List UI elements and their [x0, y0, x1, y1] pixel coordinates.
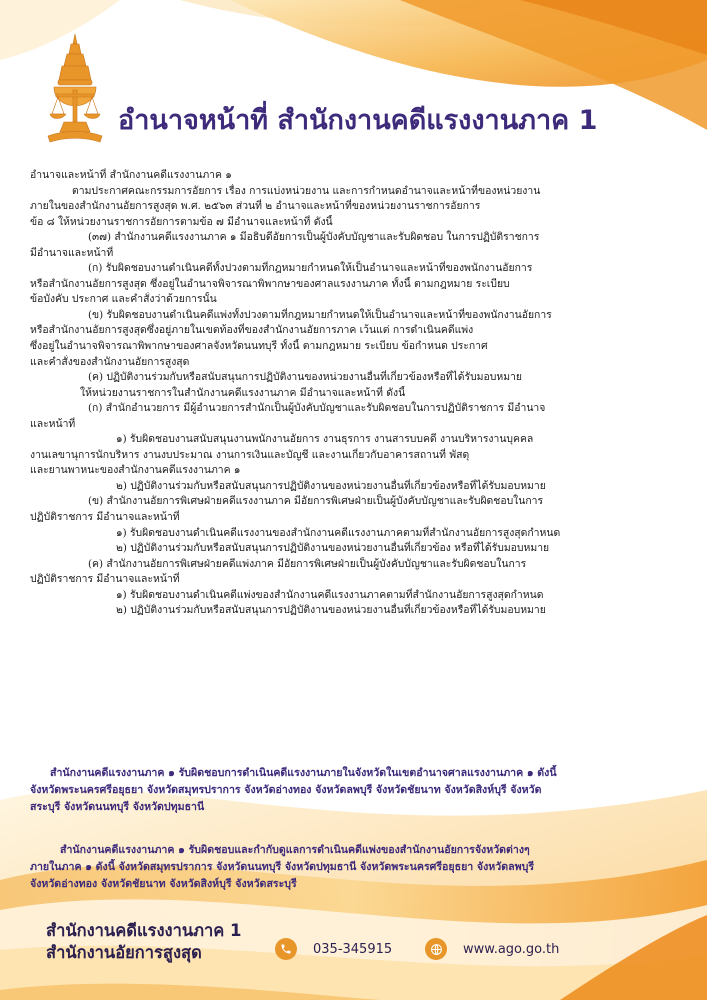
summary-line: สำนักงานคดีแรงงานภาค ๑ รับผิดชอบการดำเนินคดีแรงงานภายในจังหวัดในเขตอำนาจศาลแรงงานภาค ๑ ดังนี้ — [50, 767, 557, 779]
body-line: (ค) สำนักงานอัยการพิเศษฝ่ายคดีแพ่งภาค มีอัยการพิเศษฝ่ายเป็นผู้บังคับบัญชาและรับผิดชอบในการ — [88, 557, 527, 570]
body-line: และคำสั่งของสำนักงานอัยการสูงสุด — [30, 355, 190, 368]
phone-icon — [275, 938, 297, 960]
body-line: (๓๗) สำนักงานคดีแรงงานภาค ๑ มีอธิบดีอัยการเป็นผู้บังคับบัญชาและรับผิดชอบ ในการปฏิบัติราชการ — [88, 231, 540, 244]
office-name — [46, 920, 242, 964]
summary-line: จังหวัดพระนครศรีอยุธยา จังหวัดสมุทรปราการ จังหวัดอ่างทอง จังหวัดลพบุรี จังหวัดชัยนาท จังหวัดสิงห์บุรี จังหวัด — [30, 784, 542, 796]
globe-icon — [425, 938, 447, 960]
body-line: ๒) ปฏิบัติงานร่วมกับหรือสนับสนุนการปฏิบัติงานของหน่วยงานอื่นที่เกี่ยวข้องหรือที่ได้รับมอบหมาย — [116, 479, 546, 492]
body-line: ๒) ปฏิบัติงานร่วมกับหรือสนับสนุนการปฏิบัติงานของหน่วยงานอื่นที่เกี่ยวข้องหรือที่ได้รับมอบหมาย — [116, 604, 546, 617]
summary-line: สระบุรี จังหวัดนนทบุรี จังหวัดปทุมธานี — [30, 801, 205, 813]
website-url: www.ago.go.th — [463, 941, 560, 957]
summary-line: ภายในภาค ๑ ดังนี้ จังหวัดสมุทรปราการ จังหวัดนนทบุรี จังหวัดปทุมธานี จังหวัดพระนครศรีอยุธยา จังหวัดลพบุรี — [30, 861, 535, 873]
body-line: ๒) ปฏิบัติงานร่วมกับหรือสนับสนุนการปฏิบัติงานของหน่วยงานอื่นที่เกี่ยวข้อง หรือที่ได้รับมอบหมาย — [116, 542, 550, 555]
body-line: (ข) รับผิดชอบงานดำเนินคดีแพ่งทั้งปวงตามที่กฎหมายกำหนดให้เป็นอำนาจและหน้าที่ของพนักงานอัยการ — [88, 308, 552, 321]
body-line: (ข) สำนักงานอัยการพิเศษฝ่ายคดีแรงงานภาค มีอัยการพิเศษฝ่ายเป็นผู้บังคับบัญชาและรับผิดชอบในการ — [88, 495, 544, 508]
phone-number: 035-345915 — [313, 941, 393, 957]
body-line: งานเลขานุการนักบริหาร งานงบประมาณ งานการเงินและบัญชี และงานเกี่ยวกับอาคารสถานที่ พัสดุ — [30, 448, 470, 461]
labor-jurisdiction-summary — [30, 765, 680, 816]
body-line: (ก) รับผิดชอบงานดำเนินคดีทั้งปวงตามที่กฎหมายกำหนดให้เป็นอำนาจและหน้าที่ของพนักงานอัยการ — [88, 262, 533, 275]
body-line: ๑) รับผิดชอบงานดำเนินคดีแพ่งของสำนักงานคดีแรงงานภาคตามที่สำนักงานอัยการสูงสุดกำหนด — [116, 588, 544, 601]
body-line: ข้อบังคับ ประกาศ และคำสั่งว่าด้วยการนั้น — [30, 293, 217, 306]
agency-emblem-icon — [44, 32, 106, 152]
body-line: หรือสำนักงานอัยการสูงสุด ซึ่งอยู่ในอำนาจพิจารณาพิพากษาของศาลแรงงานภาค ทั้งนี้ ตามกฎหมาย ระเบียบ — [30, 277, 510, 290]
office-name-line2: สำนักงานอัยการสูงสุด — [46, 943, 202, 962]
summary-line: จังหวัดอ่างทอง จังหวัดชัยนาท จังหวัดสิงห์บุรี จังหวัดสระบุรี — [30, 878, 297, 890]
body-line: และหน้าที่ — [30, 417, 76, 430]
body-line: ๑) รับผิดชอบงานสนับสนุนงานพนักงานอัยการ งานธุรการ งานสารบบคดี งานบริหารงานบุคคล — [116, 433, 534, 446]
body-line: ปฏิบัติราชการ มีอำนาจและหน้าที่ — [30, 573, 180, 586]
body-line: ปฏิบัติราชการ มีอำนาจและหน้าที่ — [30, 511, 180, 524]
body-line: และยานพาหนะของสำนักงานคดีแรงงานภาค ๑ — [30, 464, 241, 477]
body-line: ๑) รับผิดชอบงานดำเนินคดีแรงงานของสำนักงานคดีแรงงานภาคตามที่สำนักงานอัยการสูงสุดกำหนด — [116, 526, 561, 539]
body-line: (ค) ปฏิบัติงานร่วมกับหรือสนับสนุนการปฏิบัติงานของหน่วยงานอื่นที่เกี่ยวข้องหรือที่ได้รับมอบหมาย — [88, 371, 522, 384]
website-link[interactable] — [425, 938, 559, 960]
body-line: ให้หน่วยงานราชการในสำนักงานคดีแรงงานภาค มีอำนาจและหน้าที่ ดังนี้ — [80, 386, 406, 399]
body-line: ซึ่งอยู่ในอำนาจพิจารณาพิพากษาของศาลจังหวัดนนทบุรี ทั้งนี้ ตามกฎหมาย ระเบียบ ข้อกำหนด ประกาศ — [30, 340, 488, 353]
authority-body — [30, 168, 685, 619]
body-line: (ก) สำนักอำนวยการ มีผู้อำนวยการสำนักเป็นผู้บังคับบัญชาและรับผิดชอบในการปฏิบัติราชการ มีอำนาจ — [88, 402, 546, 415]
phone-contact[interactable] — [275, 938, 392, 960]
body-line: ข้อ ๘ ให้หน่วยงานราชการอัยการตามข้อ ๗ มีอำนาจและหน้าที่ ดังนี้ — [30, 215, 333, 228]
summary-line: สำนักงานคดีแรงงานภาค ๑ รับผิดชอบและกำกับดูแลการดำเนินคดีแพ่งของสำนักงานอัยการจังหวัดต่างๆ — [60, 844, 530, 856]
office-name-line1: สำนักงานคดีแรงงานภาค 1 — [46, 921, 242, 940]
body-line: อำนาจและหน้าที่ สำนักงานคดีแรงงานภาค ๑ — [30, 169, 232, 181]
body-line: ตามประกาศคณะกรรมการอัยการ เรื่อง การแบ่งหน่วยงาน และการกำหนดอำนาจและหน้าที่ของหน่วยงาน — [72, 184, 541, 197]
body-line: ภายในของสำนักงานอัยการสูงสุด พ.ศ. ๒๕๖๓ ส่วนที่ ๒ อำนาจและหน้าที่ของหน่วยงานราชการอัยการ — [30, 200, 481, 213]
civil-jurisdiction-summary — [30, 842, 680, 893]
page-title: อำนาจหน้าที่ สำนักงานคดีแรงงานภาค 1 — [118, 105, 598, 136]
body-line: หรือสำนักงานอัยการสูงสุดซึ่งอยู่ภายในเขตท้องที่ของสำนักงานอัยการภาค เว้นแต่ การดำเนินคดีแพ่ง — [30, 324, 474, 337]
body-line: มีอำนาจและหน้าที่ — [30, 246, 114, 259]
